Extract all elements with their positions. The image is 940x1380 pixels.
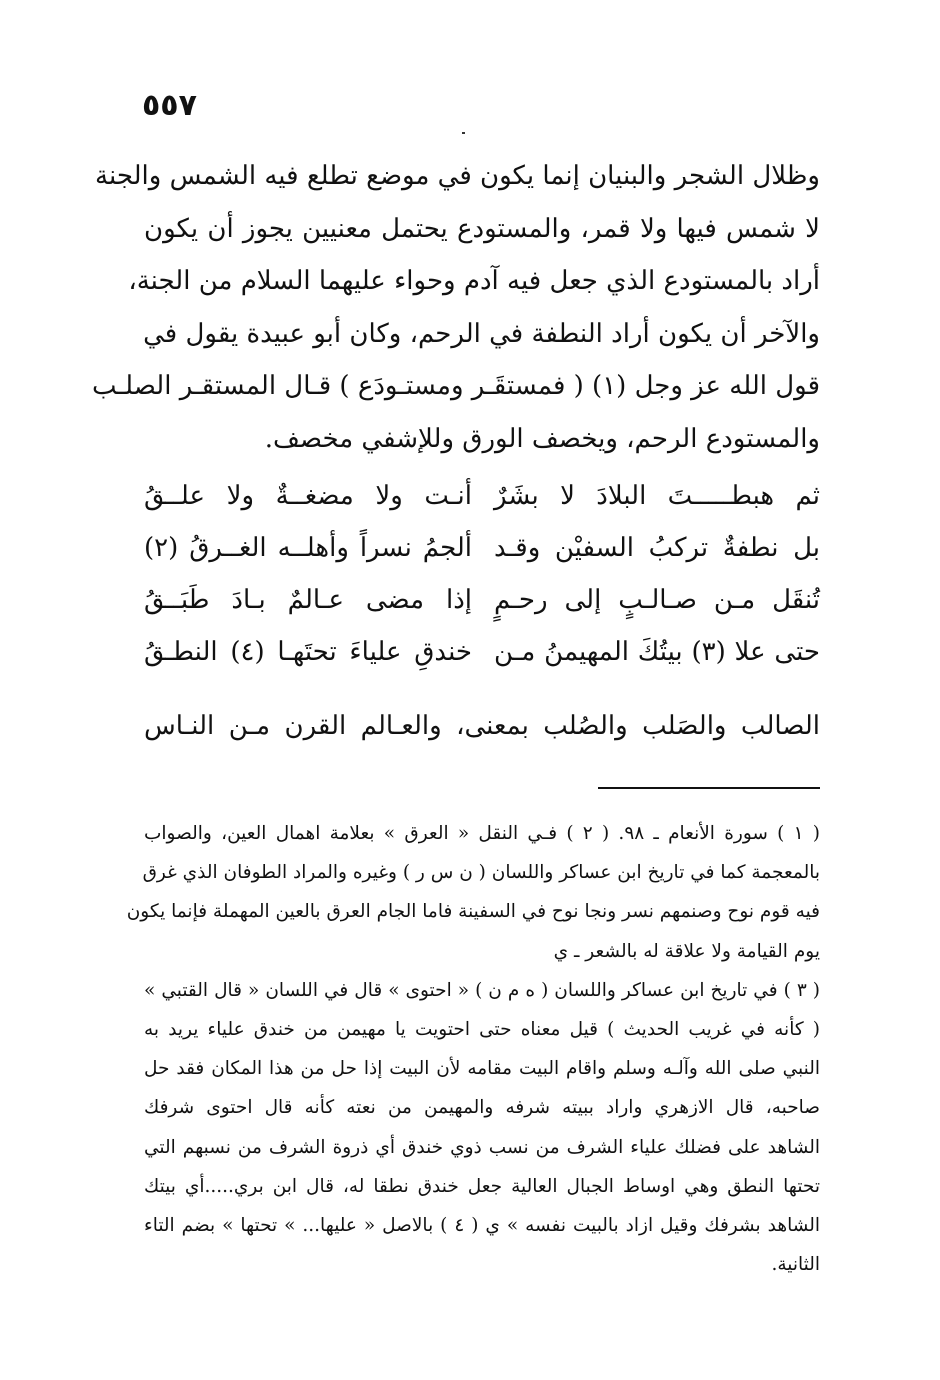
- footnote-line: النبي صلى الله وآلـه وسلم واقام البيت مقامه لأن البيت إذا حل من هذا المكان فقد حل: [144, 1058, 820, 1080]
- page-number: ٥٥٧: [142, 88, 197, 123]
- footnote-line: الشاهد بشرفك وقيل ازاد بالبيت نفسه » ي ( ٤ ) بالاصل « عليها... » تحتها » بضم التاء: [144, 1214, 820, 1236]
- body-line: والآخر أن يكون أراد النطفة في الرحم، وكان أبو عبيدة يقول في: [143, 318, 820, 349]
- continuation-paragraph: الصالب والصَلب والصُلب بمعنى، والعـالم القرن مـن النـاس: [144, 711, 820, 741]
- footnote-line: بالمعجمة كما في تاريخ ابن عساكر واللسان ( ن س ر ) وغيره والمراد الطوفان الذي غرق: [142, 862, 820, 884]
- poem-verse: [144, 470, 820, 522]
- footnote-line: ( ٣ ) في تاريخ ابن عساكر واللسان ( ه م ن ) « احتوى » قال في اللسان « قال القتبي »: [144, 979, 820, 1001]
- verse-second-hemistich: أنـت ولا مضغــةٌ ولا علــقُ: [144, 481, 472, 511]
- poem: [144, 470, 820, 678]
- body-line: أراد بالمستودع الذي جعل فيه آدم وحواء عليهما السلام من الجنة،: [128, 266, 820, 296]
- body-paragraph: [92, 150, 820, 465]
- verse-first-hemistich: حتى علا (٣) بيتُكَ المهيمنُ مـن: [494, 637, 820, 667]
- poem-verse: [144, 626, 820, 678]
- footnote-line: فيه قوم نوح وصنمهم نسر ونجا نوح في السفينة فاما الجام العرق بالعين المهملة فإنما يكون: [126, 901, 820, 923]
- verse-first-hemistich: ثم هبطـــــتَ البلادَ لا بشَرٌ: [494, 481, 820, 511]
- footnote-line: ( ١ ) سورة الأنعام ـ ٩٨. ( ٢ ) فـي النقل « العرق » بعلامة اهمال العين، والصواب: [144, 823, 820, 844]
- footnote-line: تحتها النطق وهي اوساط الجبال العالية جعل خندق نطقا له، قال ابن بري.....أي بيتك: [144, 1175, 820, 1197]
- body-line: لا شمس فيها ولا قمر، والمستودع يحتمل معنيين يجوز أن يكون: [144, 213, 820, 244]
- verse-second-hemistich: خندقِ علياءَ تحتَهـا (٤) النطـقُ: [144, 637, 472, 667]
- body-line: قول الله عز وجل (١) ( فمستقَـر ومستـودَع ) قـال المستقـر الصلـب: [92, 371, 820, 401]
- verse-second-hemistich: إذا مضى عـالمٌ بـادَ طَبَــقُ: [144, 585, 472, 615]
- verse-first-hemistich: تُنقَل مـن صـالـبٍ إلى رحـمٍ: [494, 585, 820, 615]
- footnote-line: الثانية.: [771, 1254, 820, 1276]
- body-line: وظلال الشجر والبنيان إنما يكون في موضع تطلع فيه الشمس والجنة: [95, 161, 820, 191]
- verse-first-hemistich: بل نطفةٌ تركبُ السفيْن وقـد: [494, 533, 820, 563]
- body-line: والمستودع الرحم، ويخصف الورق وللإشفي مخصف.: [264, 423, 820, 454]
- poem-verse: [144, 522, 820, 574]
- footnote-line: الشاهد على فضلك علياء الشرف من نسب ذوي خندق أي ذروة الشرف من نسبهم التي: [144, 1136, 820, 1158]
- footnotes: [126, 814, 820, 1284]
- footnote-line: صاحبه، قال الازهري واراد ببيته شرفه والمهيمن من نعته كأنه قال احتوى شرفك: [144, 1097, 820, 1119]
- footnote-line: يوم القيامة ولا علاقة له بالشعر ـ ي: [553, 940, 820, 962]
- footnote-line: ( كأنه في غريب الحديث ) قيل معناه حتى احتويت يا مهيمن من خندق علياء يريد به: [144, 1018, 820, 1040]
- footnote-separator: [598, 787, 820, 789]
- header-dot: [462, 132, 465, 134]
- poem-verse: [144, 574, 820, 626]
- verse-second-hemistich: ألجمُ نسراً وأهلــه الغــرقُ (٢): [144, 533, 472, 563]
